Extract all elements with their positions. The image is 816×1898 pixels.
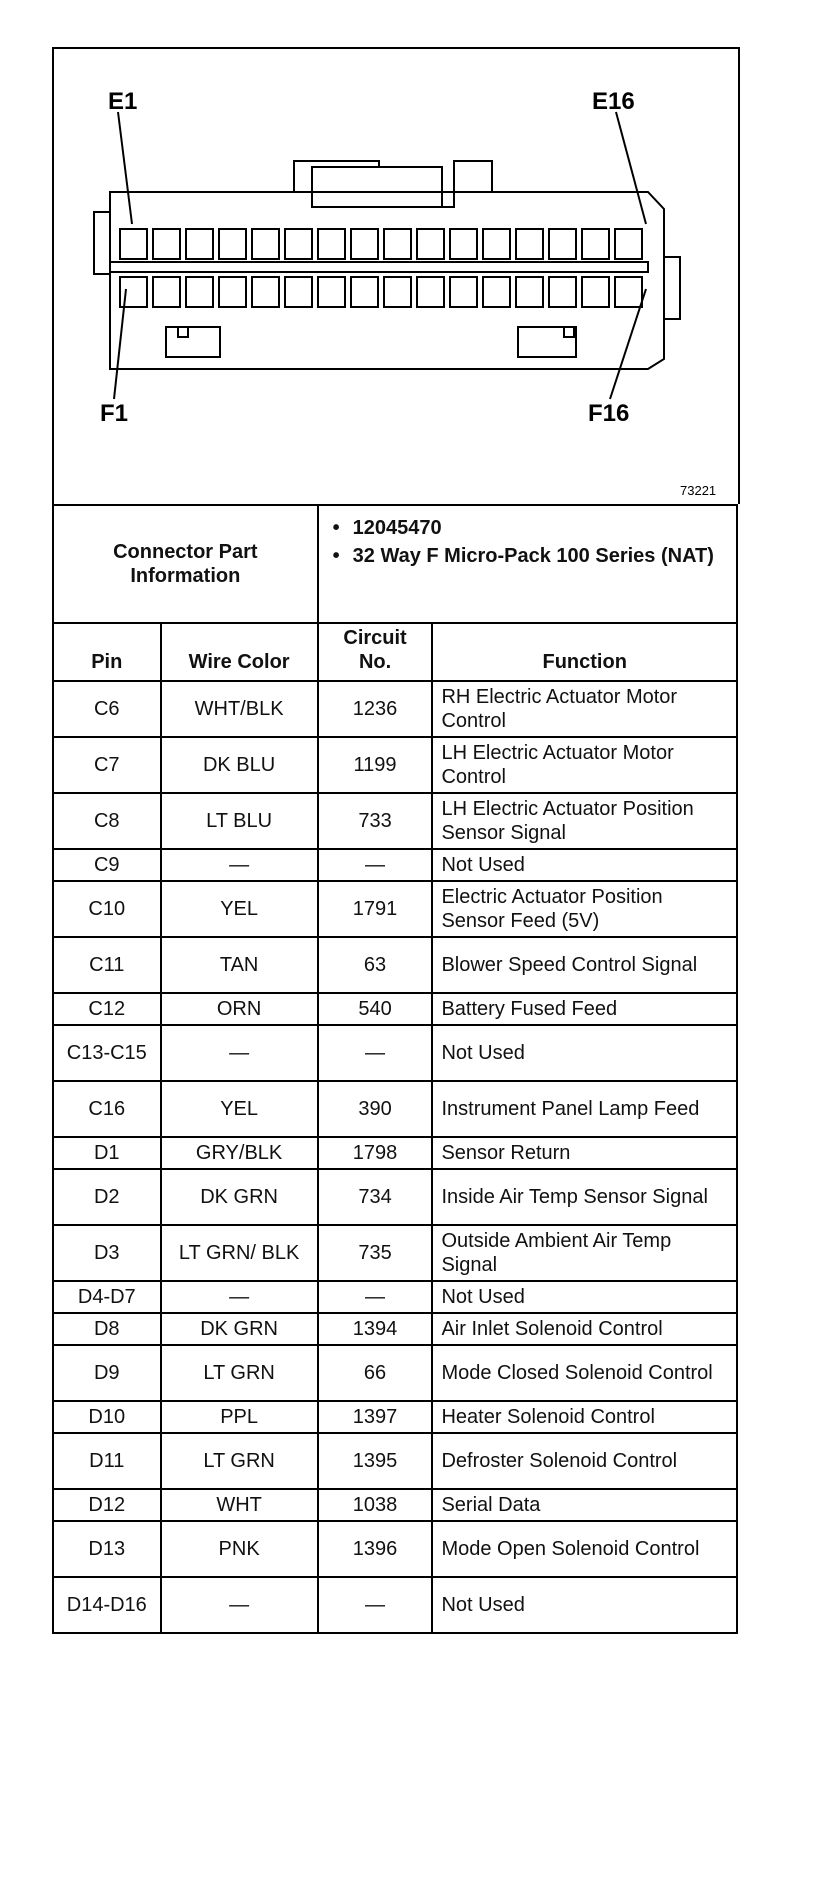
table-row	[53, 849, 737, 881]
pin-cell: D13	[53, 1521, 161, 1577]
pin-cell: C7	[53, 737, 161, 793]
connector-diagram	[52, 47, 740, 504]
figure-number: 73221	[680, 483, 717, 498]
connector-housing	[110, 192, 664, 369]
wire-color-cell: —	[161, 849, 318, 881]
circuit-cell: 63	[318, 937, 433, 993]
table-row	[53, 737, 737, 793]
circuit-cell: —	[318, 1281, 433, 1313]
pin-cell: C6	[53, 681, 161, 737]
circuit-cell: 1394	[318, 1313, 433, 1345]
e16-label: E16	[592, 88, 635, 115]
pin-cell: D4-D7	[53, 1281, 161, 1313]
part-number: • 12045470	[353, 516, 726, 540]
pin-cavity-f4	[219, 277, 246, 307]
header-circuit-no: Circuit No.	[318, 623, 433, 681]
wire-color-cell: LT GRN	[161, 1433, 318, 1489]
circuit-cell: 1397	[318, 1401, 433, 1433]
function-cell: RH Electric Actuator Motor Control	[432, 681, 737, 737]
pin-cell: D12	[53, 1489, 161, 1521]
wire-color-cell: YEL	[161, 881, 318, 937]
wire-color-cell: LT GRN/ BLK	[161, 1225, 318, 1281]
table-row	[53, 1345, 737, 1401]
pin-cell: D14-D16	[53, 1577, 161, 1633]
function-cell: Sensor Return	[432, 1137, 737, 1169]
right-key	[518, 327, 576, 357]
left-tab	[94, 212, 110, 274]
pin-cavity-f5	[252, 277, 279, 307]
connector-type: • 32 Way F Micro-Pack 100 Series (NAT)	[353, 544, 726, 568]
function-cell: Not Used	[432, 1025, 737, 1081]
pin-cavity-f16	[615, 277, 642, 307]
wire-color-cell: DK GRN	[161, 1169, 318, 1225]
wire-color-cell: PNK	[161, 1521, 318, 1577]
function-cell: Not Used	[432, 1577, 737, 1633]
pin-cell: D8	[53, 1313, 161, 1345]
pin-cavity-e4	[219, 229, 246, 259]
pin-cavity-f14	[549, 277, 576, 307]
circuit-cell: 540	[318, 993, 433, 1025]
header-wire-color: Wire Color	[161, 623, 318, 681]
pin-cell: C11	[53, 937, 161, 993]
pin-cavity-e10	[417, 229, 444, 259]
circuit-cell: 1396	[318, 1521, 433, 1577]
pin-cavity-e14	[549, 229, 576, 259]
wire-color-cell: DK BLU	[161, 737, 318, 793]
f16-label: F16	[588, 400, 630, 427]
table-header-row	[53, 623, 737, 681]
table-row	[53, 1225, 737, 1281]
pin-cavity-f13	[516, 277, 543, 307]
wire-color-cell: LT BLU	[161, 793, 318, 849]
pin-cell: D3	[53, 1225, 161, 1281]
circuit-cell: —	[318, 849, 433, 881]
circuit-cell: 1236	[318, 681, 433, 737]
wire-color-cell: WHT	[161, 1489, 318, 1521]
function-cell: LH Electric Actuator Motor Control	[432, 737, 737, 793]
latch	[294, 161, 492, 207]
pin-cavity-f10	[417, 277, 444, 307]
wire-color-cell: WHT/BLK	[161, 681, 318, 737]
function-cell: Outside Ambient Air Temp Signal	[432, 1225, 737, 1281]
pin-cavity-e3	[186, 229, 213, 259]
pin-cavity-f7	[318, 277, 345, 307]
pin-cell: D9	[53, 1345, 161, 1401]
table-row	[53, 937, 737, 993]
pin-cavity-e7	[318, 229, 345, 259]
table-row	[53, 681, 737, 737]
table-row	[53, 1521, 737, 1577]
circuit-cell: 1199	[318, 737, 433, 793]
row-divider	[110, 262, 648, 272]
e1-leader	[118, 112, 132, 224]
header-function: Function	[432, 623, 737, 681]
wire-color-cell: —	[161, 1577, 318, 1633]
circuit-cell: 1395	[318, 1433, 433, 1489]
wire-color-cell: LT GRN	[161, 1345, 318, 1401]
pin-cavity-e16	[615, 229, 642, 259]
pin-cavity-e2	[153, 229, 180, 259]
function-cell: Not Used	[432, 849, 737, 881]
pin-cell: C12	[53, 993, 161, 1025]
connector-info-list	[318, 505, 737, 623]
circuit-cell: 734	[318, 1169, 433, 1225]
function-cell: Blower Speed Control Signal	[432, 937, 737, 993]
circuit-cell: 1038	[318, 1489, 433, 1521]
pin-cavity-e1	[120, 229, 147, 259]
pin-cavity-e15	[582, 229, 609, 259]
right-tab	[664, 257, 680, 319]
function-cell: Instrument Panel Lamp Feed	[432, 1081, 737, 1137]
header-pin: Pin	[53, 623, 161, 681]
pin-cavity-f15	[582, 277, 609, 307]
pin-cell: D10	[53, 1401, 161, 1433]
pin-cavity-f2	[153, 277, 180, 307]
function-cell: Heater Solenoid Control	[432, 1401, 737, 1433]
pin-cell: D11	[53, 1433, 161, 1489]
pin-cavity-f12	[483, 277, 510, 307]
table-row	[53, 1313, 737, 1345]
pin-cell: C16	[53, 1081, 161, 1137]
left-key-notch	[178, 327, 188, 337]
table-row	[53, 1025, 737, 1081]
table-row	[53, 881, 737, 937]
connector-face-drawing	[54, 49, 738, 504]
pin-cavity-e11	[450, 229, 477, 259]
table-row	[53, 1281, 737, 1313]
wire-color-cell: TAN	[161, 937, 318, 993]
f1-label: F1	[100, 400, 129, 427]
function-cell: Mode Open Solenoid Control	[432, 1521, 737, 1577]
function-cell: Inside Air Temp Sensor Signal	[432, 1169, 737, 1225]
left-key	[166, 327, 220, 357]
connector-info-label: Connector Part Information	[53, 505, 318, 623]
circuit-cell: 735	[318, 1225, 433, 1281]
function-cell: Electric Actuator Position Sensor Feed (5V)	[432, 881, 737, 937]
wire-color-cell: DK GRN	[161, 1313, 318, 1345]
pin-row-f	[120, 277, 642, 307]
pin-cavity-e5	[252, 229, 279, 259]
pin-rows	[53, 681, 737, 1633]
table-row	[53, 993, 737, 1025]
function-cell: Defroster Solenoid Control	[432, 1433, 737, 1489]
wire-color-cell: YEL	[161, 1081, 318, 1137]
wire-color-cell: —	[161, 1025, 318, 1081]
connector-table	[52, 504, 738, 1634]
pin-cavity-f11	[450, 277, 477, 307]
pin-cavity-e13	[516, 229, 543, 259]
pin-cell: C13-C15	[53, 1025, 161, 1081]
pin-cavity-f6	[285, 277, 312, 307]
right-key-notch	[564, 327, 574, 337]
wire-color-cell: —	[161, 1281, 318, 1313]
function-cell: Air Inlet Solenoid Control	[432, 1313, 737, 1345]
table-row	[53, 793, 737, 849]
e16-leader	[616, 112, 646, 224]
circuit-cell: 390	[318, 1081, 433, 1137]
function-cell: Not Used	[432, 1281, 737, 1313]
circuit-cell: 733	[318, 793, 433, 849]
table-row	[53, 1137, 737, 1169]
pin-cavity-f8	[351, 277, 378, 307]
pin-cell: D2	[53, 1169, 161, 1225]
table-row	[53, 1081, 737, 1137]
function-cell: LH Electric Actuator Position Sensor Signal	[432, 793, 737, 849]
table-row	[53, 1489, 737, 1521]
connector-info-row	[53, 505, 737, 623]
pin-row-e	[120, 229, 642, 259]
circuit-cell: —	[318, 1025, 433, 1081]
pin-cavity-f3	[186, 277, 213, 307]
function-cell: Battery Fused Feed	[432, 993, 737, 1025]
table-row	[53, 1169, 737, 1225]
table-row	[53, 1401, 737, 1433]
function-cell: Mode Closed Solenoid Control	[432, 1345, 737, 1401]
connector-sheet	[52, 47, 740, 1634]
circuit-cell: 66	[318, 1345, 433, 1401]
circuit-cell: 1798	[318, 1137, 433, 1169]
table-row	[53, 1433, 737, 1489]
pin-cavity-e9	[384, 229, 411, 259]
circuit-cell: 1791	[318, 881, 433, 937]
pin-cavity-e12	[483, 229, 510, 259]
pin-cell: C8	[53, 793, 161, 849]
pin-cavity-e6	[285, 229, 312, 259]
wire-color-cell: GRY/BLK	[161, 1137, 318, 1169]
pin-cavity-f9	[384, 277, 411, 307]
pin-cell: C9	[53, 849, 161, 881]
pin-cell: D1	[53, 1137, 161, 1169]
table-row	[53, 1577, 737, 1633]
e1-label: E1	[108, 88, 138, 115]
wire-color-cell: ORN	[161, 993, 318, 1025]
pin-cell: C10	[53, 881, 161, 937]
pin-cavity-e8	[351, 229, 378, 259]
circuit-cell: —	[318, 1577, 433, 1633]
wire-color-cell: PPL	[161, 1401, 318, 1433]
function-cell: Serial Data	[432, 1489, 737, 1521]
